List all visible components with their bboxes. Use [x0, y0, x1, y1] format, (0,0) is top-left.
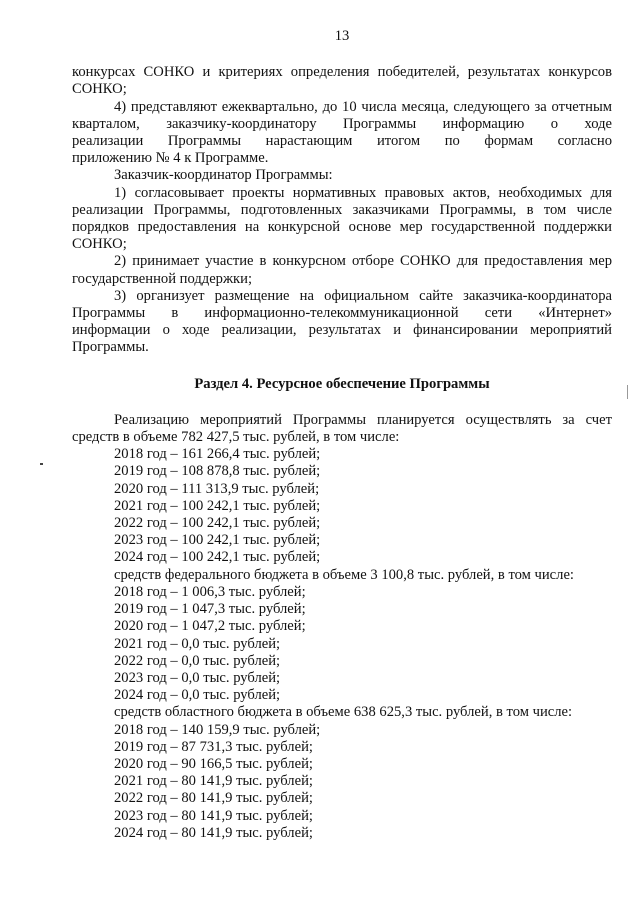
list-item: 2024 год – 100 242,1 тыс. рублей;	[114, 549, 321, 566]
paragraph-coordinator-item-2: 2) принимает участие в конкурсном отборе СОНКО для предоставления мер государственной поддержки;	[72, 253, 612, 287]
list-item: 2018 год – 161 266,4 тыс. рублей;	[114, 446, 321, 463]
list-item: 2021 год – 0,0 тыс. рублей;	[114, 635, 281, 652]
list-item: 2024 год – 80 141,9 тыс. рублей;	[114, 824, 313, 841]
list-item: 2023 год – 80 141,9 тыс. рублей;	[114, 807, 313, 824]
list-item: 2019 год – 87 731,3 тыс. рублей;	[114, 738, 313, 755]
coordinator-item-3-line-1: 3) организует размещение на официальном сайте заказчика-координатора	[114, 287, 612, 304]
quarterly-report-line-3: приложению № 4 к Программе.	[72, 150, 269, 167]
paragraph-coordinator-item-1: 1) согласовывает проекты нормативных правовых актов, необходимых для реализации Программы, подготовленных заказчиками Программы, в том числе порядков предоставления на конкурсной основе мер государственной поддержки СОНКО;	[72, 184, 612, 253]
list-item: 2020 год – 90 166,5 тыс. рублей;	[114, 755, 313, 772]
list-item: 2022 год – 0,0 тыс. рублей;	[114, 652, 281, 669]
list-item: 2024 год – 0,0 тыс. рублей;	[114, 687, 281, 704]
list-item: 2022 год – 80 141,9 тыс. рублей;	[114, 790, 313, 807]
list-item: 2020 год – 111 313,9 тыс. рублей;	[114, 480, 320, 497]
list-item: 2022 год – 100 242,1 тыс. рублей;	[114, 515, 321, 532]
list-item: 2020 год – 1 047,2 тыс. рублей;	[114, 618, 306, 635]
federal-budget-lead: средств федерального бюджета в объеме 3 100,8 тыс. рублей, в том числе:	[114, 566, 574, 583]
paragraph-coordinator-item-3	[72, 288, 612, 357]
quarterly-report-line-1: 4) представляют ежеквартально, до 10 числа месяца, следующего за отчетным кварталом, заказчику-координатору Программы информацию о ходе	[72, 98, 612, 132]
list-item: 2023 год – 0,0 тыс. рублей;	[114, 669, 281, 686]
section-heading: Раздел 4. Ресурсное обеспечение Программы	[194, 375, 490, 392]
document-page	[72, 28, 612, 842]
paragraph-quarterly-report	[72, 99, 612, 168]
paragraph-sonko-contests: конкурсах СОНКО и критериях определения победителей, результатах конкурсов СОНКО;	[72, 64, 612, 98]
funding-lead-paragraph: Реализацию мероприятий Программы планируется осуществлять за счет средств в объеме 782 427,5 тыс. рублей, в том числе:	[72, 411, 612, 446]
list-item: 2018 год – 140 159,9 тыс. рублей;	[114, 721, 321, 738]
list-item: 2019 год – 1 047,3 тыс. рублей;	[114, 601, 306, 618]
list-item: 2021 год – 80 141,9 тыс. рублей;	[114, 773, 313, 790]
list-item: 2019 год – 108 878,8 тыс. рублей;	[114, 463, 321, 480]
coordinator-item-3-line-2: Программы в информационно-телекоммуникационной сети «Интернет»	[72, 305, 612, 322]
list-item: 2021 год – 100 242,1 тыс. рублей;	[114, 497, 321, 514]
scan-artifact	[40, 463, 43, 465]
page-number: 13	[334, 28, 350, 44]
total-funding-list	[72, 446, 612, 566]
list-item: 2018 год – 1 006,3 тыс. рублей;	[114, 583, 306, 600]
federal-funding-list	[72, 584, 612, 704]
quarterly-report-line-2: реализации Программы нарастающим итогом по формам согласно	[72, 133, 612, 150]
paragraph-coordinator-heading: Заказчик-координатор Программы:	[114, 167, 333, 184]
regional-budget-lead: средств областного бюджета в объеме 638 625,3 тыс. рублей, в том числе:	[114, 704, 573, 721]
coordinator-item-3-line-4: Программы.	[72, 339, 149, 356]
coordinator-item-3-line-3: информации о ходе реализации, результатах и финансировании мероприятий	[72, 322, 612, 339]
scan-artifact	[627, 385, 628, 399]
list-item: 2023 год – 100 242,1 тыс. рублей;	[114, 532, 321, 549]
regional-funding-list	[72, 722, 612, 842]
